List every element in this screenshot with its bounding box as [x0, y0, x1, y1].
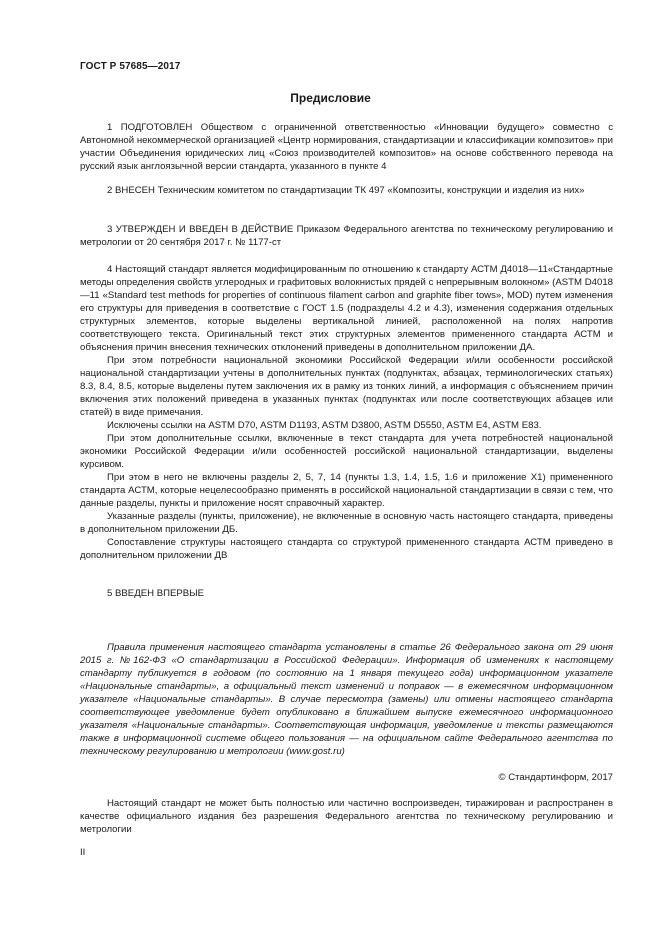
section-2: [80, 184, 613, 197]
section-1: [80, 121, 613, 173]
section-3: [80, 223, 613, 249]
section-5-text: 5 ВВЕДЕН ВПЕРВЫЕ: [107, 588, 205, 599]
standard-notice: [80, 641, 613, 758]
section-4-paragraph: При этом дополнительные ссылки, включенные в текст стандарта для учета потребностей национальной экономики Российской Федерации и/или особенностей российской национальной стандартизации, выделены курсивом.: [80, 433, 613, 470]
section-5: [80, 587, 613, 600]
section-2-text: 2 ВНЕСЕН Техническим комитетом по стандартизации ТК 497 «Композиты, конструкции и изделия из них»: [107, 185, 585, 196]
section-4: [80, 263, 613, 562]
page-title: Предисловие: [290, 91, 371, 105]
section-4-paragraph: При этом потребности национальной экономики Российской Федерации и/или особенности российской национальной стандартизации учтены в дополнительных пунктах (подпунктах, абзацах, терминологических статьях) 8.3, 8.4, 8.5, которые выделены путем заключения их в рамку из тонких линий, а информация с объяснением причин включения этих положений приведена в указанных пунктах (подпунктах или после соответствующих абзацев или статей) в виде примечания.: [80, 355, 613, 418]
section-3-text: 3 УТВЕРЖДЕН И ВВЕДЕН В ДЕЙСТВИЕ Приказом Федерального агентства по техническому регулированию и метрологии от 20 сентября 2017 г. № 1177-ст: [80, 224, 613, 248]
page-number: II: [80, 847, 86, 858]
copyright: © Стандартинформ, 2017: [498, 772, 613, 783]
section-4-paragraph: При этом в него не включены разделы 2, 5, 7, 14 (пункты 1.3, 1.4, 1.5, 1.6 и приложение X1) примененного стандарта АСТМ, которые нецелесообразно применять в российской национальной стандартизации в связи с тем, что данные разделы, пункты и приложение носят справочный характер.: [80, 472, 613, 509]
section-4-paragraph: Исключены ссылки на ASTM D70, ASTM D1193, ASTM D3800, ASTM D5550, ASTM E4, ASTM E83.: [107, 420, 542, 431]
reproduction-notice-text: Настоящий стандарт не может быть полностью или частично воспроизведен, тиражирован и распространен в качестве официального издания без разрешения Федерального агентства по техническому регулированию и метрологии: [80, 798, 613, 835]
section-4-paragraph: 4 Настоящий стандарт является модифицированным по отношению к стандарту АСТМ Д4018—11«Стандартные методы определения свойств углеродных и графитовых волокнистых прядей с непрерывным волокном» (ASTM D4018—11 «Standard test methods for properties of continuous filament carbon and graphite fiber tows», MOD) путем изменения его структуры для приведения в соответствие с ГОСТ 1.5 (подразделы 4.2 и 4.3), изменения содержания отдельных структурных элементов, которые выделены вертикальной линией, расположенной на полях напротив соответствующего текста. Оригинальный текст этих структурных элементов примененного стандарта АСТМ и объяснения причин внесения технических отклонений приведены в дополнительном приложении ДА.: [80, 264, 613, 353]
document-id: ГОСТ Р 57685—2017: [80, 61, 181, 72]
section-4-paragraph: Сопоставление структуры настоящего стандарта со структурой примененного стандарта АСТМ приведено в дополнительном приложении ДВ: [80, 537, 613, 561]
reproduction-notice: [80, 797, 613, 836]
section-1-text: 1 ПОДГОТОВЛЕН Обществом с ограниченной ответственностью «Инновации будущего» совместно с Автономной некоммерческой организацией «Центр нормирования, стандартизации и классификации композитов» при участии Объединения юридических лиц «Союз производителей композитов» на основе собственного перевода на русский язык англоязычной версии стандарта, указанного в пункте 4: [80, 122, 613, 172]
section-4-paragraph: Указанные разделы (пункты, приложение), не включенные в основную часть настоящего стандарта, приведены в дополнительном приложении ДБ.: [80, 511, 613, 535]
standard-notice-text: Правила применения настоящего стандарта установлены в статье 26 Федерального закона от 29 июня 2015 г. №162-ФЗ «О стандартизации в Российской Федерации». Информация об изменениях к настоящему стандарту публикуется в годовом (по состоянию на 1 января текущего года) информационном указателе «Национальные стандарты», а официальный текст изменений и поправок — в ежемесячном информационном указателе «Национальные стандарты». В случае пересмотра (замены) или отмены настоящего стандарта соответствующее уведомление будет опубликовано в ближайшем выпуске ежемесячного информационного указателя «Национальные стандарты». Соответствующая информация, уведомление и тексты размещаются также в информационной системе общего пользования — на официальном сайте Федерального агентства по техническому регулированию и метрологии (www.gost.ru): [80, 642, 613, 757]
